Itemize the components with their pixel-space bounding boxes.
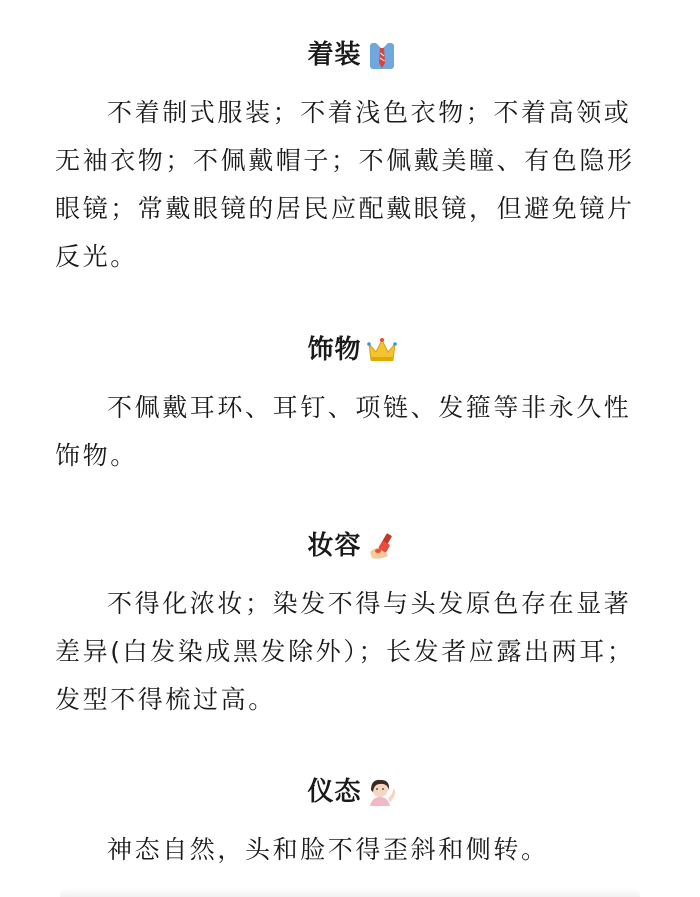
section-posture bbox=[55, 772, 650, 874]
section-text: 不得化浓妆；染发不得与头发原色存在显著差异(白发染成黑发除外）；长发者应露出两耳；发型不得梳过高。 bbox=[55, 589, 635, 714]
section-title: 着装 bbox=[307, 40, 362, 70]
section-title: 仪态 bbox=[307, 777, 362, 807]
section-text: 不着制式服装；不着浅色衣物；不着高领或无袖衣物；不佩戴帽子；不佩戴美瞳、有色隐形眼镜；常戴眼镜的居民应配戴眼镜，但避免镜片反光。 bbox=[55, 98, 635, 271]
section-accessories bbox=[55, 330, 650, 480]
section-heading bbox=[55, 35, 650, 75]
woman-tipping-hand-icon bbox=[366, 776, 398, 808]
bottom-card-edge bbox=[60, 888, 640, 897]
section-heading bbox=[55, 330, 650, 370]
section-heading bbox=[55, 772, 650, 812]
nail-polish-icon bbox=[366, 530, 398, 562]
section-attire bbox=[55, 35, 650, 281]
crown-icon bbox=[366, 334, 398, 366]
section-makeup bbox=[55, 526, 650, 724]
section-title: 妆容 bbox=[307, 531, 362, 561]
necktie-shirt-icon bbox=[366, 39, 398, 71]
section-text: 神态自然，头和脸不得歪斜和侧转。 bbox=[107, 835, 549, 864]
section-heading bbox=[55, 526, 650, 566]
section-title: 饰物 bbox=[307, 335, 362, 365]
section-text: 不佩戴耳环、耳钉、项链、发箍等非永久性饰物。 bbox=[55, 393, 632, 470]
